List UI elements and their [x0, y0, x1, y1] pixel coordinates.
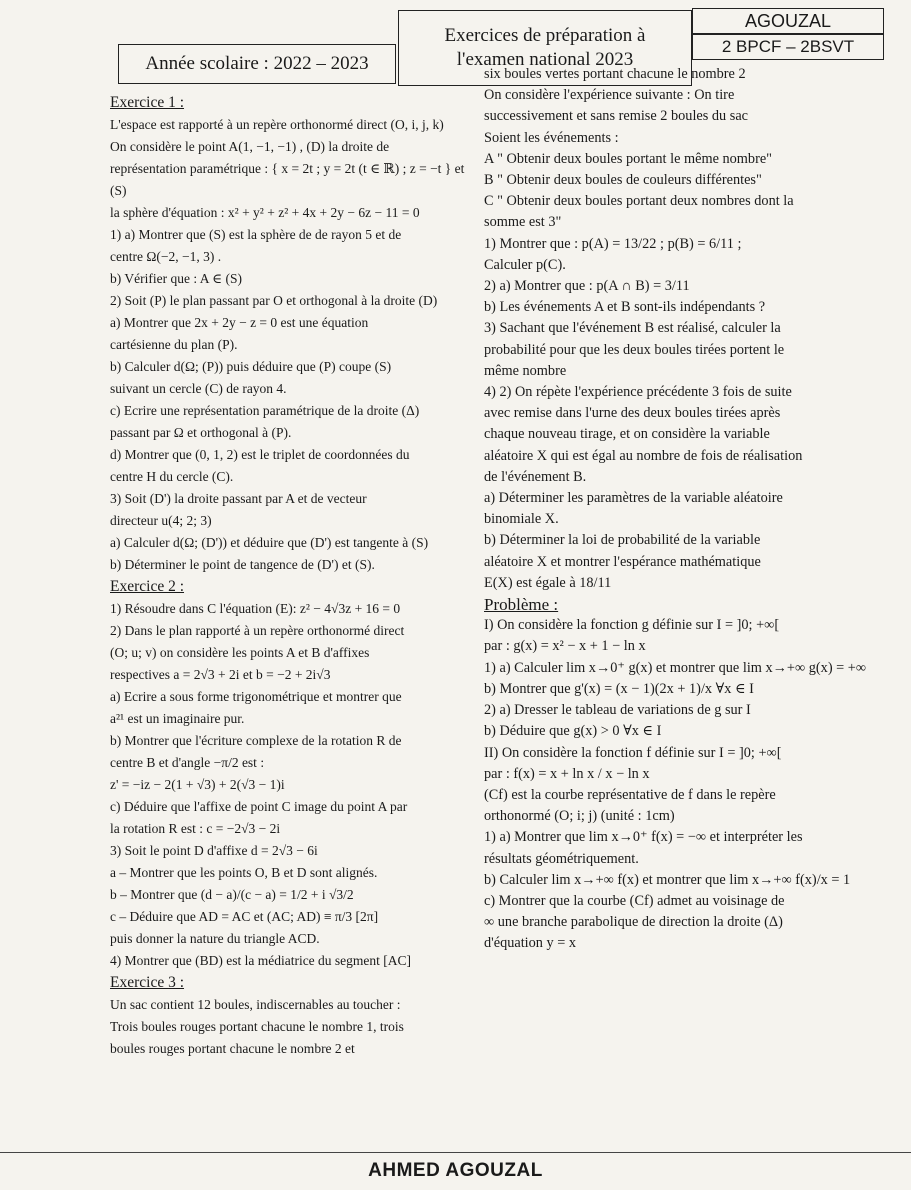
school-year: Année scolaire : 2022 – 2023 — [145, 53, 369, 74]
text-line: binomiale X. — [484, 511, 559, 528]
text-line: chaque nouveau tirage, et on considère la variable — [484, 426, 770, 443]
text-line: a) Déterminer les paramètres de la variable aléatoire — [484, 490, 783, 507]
text-line: directeur u(4; 2; 3) — [110, 513, 212, 528]
text-line: probabilité pour que les deux boules tirées portent le — [484, 341, 785, 358]
section-title: Exercice 3 : — [110, 974, 185, 991]
text-line: centre H du cercle (C). — [110, 469, 234, 484]
text-line: représentation paramétrique : { x = 2t ; y = 2t (t ∈ ℝ) ; z = −t } et (S) — [110, 161, 465, 198]
text-line: On considère l'expérience suivante : On tire — [484, 87, 735, 104]
text-line: L'espace est rapporté à un repère orthonormé direct (O, i, j, k) — [110, 117, 444, 132]
text-line: a – Montrer que les points O, B et D sont alignés. — [110, 865, 378, 880]
text-line: b) Calculer lim x→+∞ f(x) et montrer que lim x→+∞ f(x)/x = 1 — [484, 871, 851, 888]
text-line: Calculer p(C). — [484, 256, 566, 273]
author-box — [692, 8, 884, 34]
text-line: 1) Résoudre dans C l'équation (E): z² − 4√3z + 16 = 0 — [110, 601, 401, 616]
text-line: B " Obtenir deux boules de couleurs différentes" — [484, 172, 762, 189]
exam-title-line2: l'examen national 2023 — [456, 49, 634, 70]
text-line: 2) Dans le plan rapporté à un repère orthonormé direct — [110, 623, 405, 638]
section-title: Exercice 2 : — [110, 578, 185, 595]
text-line: la rotation R est : c = −2√3 − 2i — [110, 821, 281, 836]
text-line: même nombre — [484, 362, 567, 379]
text-line: (Cf) est la courbe représentative de f dans le repère — [484, 786, 776, 803]
text-line: 2) a) Dresser le tableau de variations de g sur I — [484, 702, 751, 719]
text-line: a²¹ est un imaginaire pur. — [110, 711, 245, 726]
text-line: boules rouges portant chacune le nombre 2 et — [110, 1041, 355, 1056]
text-line: On considère le point A(1, −1, −1) , (D) la droite de — [110, 139, 390, 154]
footer-rule — [0, 1152, 911, 1153]
text-line: aléatoire X et montrer l'espérance mathématique — [484, 553, 761, 570]
text-line: d'équation y = x — [484, 935, 577, 952]
text-line: 3) Soit (D') la droite passant par A et de vecteur — [110, 491, 367, 506]
text-line: centre B et d'angle −π/2 est : — [110, 755, 265, 770]
text-line: A " Obtenir deux boules portant le même nombre" — [484, 150, 773, 167]
class-level: 2 BPCF – 2BSVT — [721, 37, 855, 56]
text-line: a) Montrer que 2x + 2y − z = 0 est une équation — [110, 315, 369, 330]
text-line: c – Déduire que AD = AC et (AC; AD) ≡ π/3 [2π] — [110, 909, 379, 924]
text-line: 1) Montrer que : p(A) = 13/22 ; p(B) = 6/11 ; — [484, 235, 742, 252]
text-line: C " Obtenir deux boules portant deux nombres dont la — [484, 193, 794, 210]
level-box — [692, 34, 884, 60]
text-line: Un sac contient 12 boules, indiscernables au toucher : — [110, 997, 401, 1012]
text-line: aléatoire X qui est égal au nombre de fois de réalisation — [484, 447, 803, 464]
right-column — [484, 64, 904, 955]
text-line: 1) a) Montrer que (S) est la sphère de de rayon 5 et de — [110, 227, 402, 242]
text-line: b) Montrer que l'écriture complexe de la rotation R de — [110, 733, 402, 748]
text-line: 2) Soit (P) le plan passant par O et orthogonal à la droite (D) — [110, 293, 438, 308]
text-line: 3) Soit le point D d'affixe d = 2√3 − 6i — [110, 843, 318, 858]
text-line: passant par Ω et orthogonal à (P). — [110, 425, 292, 440]
text-line: b) Montrer que g'(x) = (x − 1)(2x + 1)/x ∀x ∈ I — [484, 680, 754, 697]
text-line: par : f(x) = x + ln x / x − ln x — [484, 765, 650, 782]
text-line: par : g(x) = x² − x + 1 − ln x — [484, 638, 646, 655]
text-line: I) On considère la fonction g définie sur I = ]0; +∞[ — [484, 617, 780, 634]
text-line: 3) Sachant que l'événement B est réalisé, calculer la — [484, 320, 781, 337]
text-line: 4) Montrer que (BD) est la médiatrice du segment [AC] — [110, 953, 412, 968]
text-line: b) Déterminer la loi de probabilité de la variable — [484, 532, 761, 549]
text-line: puis donner la nature du triangle ACD. — [110, 931, 320, 946]
text-line: suivant un cercle (C) de rayon 4. — [110, 381, 287, 396]
text-line: c) Ecrire une représentation paramétrique de la droite (Δ) — [110, 403, 420, 418]
school-year-box — [118, 44, 396, 84]
section-title: Exercice 1 : — [110, 94, 185, 111]
text-line: six boules vertes portant chacune le nombre 2 — [484, 66, 746, 82]
exam-title-line1: Exercices de préparation à — [444, 25, 646, 46]
author-name: AGOUZAL — [744, 10, 832, 31]
text-line: b) Vérifier que : A ∈ (S) — [110, 271, 242, 286]
text-line: Trois boules rouges portant chacune le nombre 1, trois — [110, 1019, 404, 1034]
text-line: c) Déduire que l'affixe de point C image du point A par — [110, 799, 408, 814]
text-line: ∞ une branche parabolique de direction la droite (Δ) — [484, 914, 783, 931]
text-line: b) Calculer d(Ω; (P)) puis déduire que (P) coupe (S) — [110, 359, 392, 374]
text-line: c) Montrer que la courbe (Cf) admet au voisinage de — [484, 892, 785, 909]
text-line: a) Calculer d(Ω; (D')) et déduire que (D') est tangente à (S) — [110, 535, 429, 550]
text-line: d) Montrer que (0, 1, 2) est le triplet de coordonnées du — [110, 447, 410, 462]
text-line: (O; u; v) on considère les points A et B d'affixes — [110, 645, 370, 660]
text-line: b) Les événements A et B sont-ils indépendants ? — [484, 299, 766, 316]
text-line: successivement et sans remise 2 boules du sac — [484, 108, 749, 125]
left-column — [110, 92, 472, 1060]
text-line: b – Montrer que (d − a)/(c − a) = 1/2 + i √3/2 — [110, 887, 354, 902]
text-line: orthonormé (O; i; j) (unité : 1cm) — [484, 808, 675, 825]
text-line: 1) a) Calculer lim x→0⁺ g(x) et montrer que lim x→+∞ g(x) = +∞ — [484, 659, 867, 676]
text-line: b) Déduire que g(x) > 0 ∀x ∈ I — [484, 723, 662, 740]
text-line: II) On considère la fonction f définie sur I = ]0; +∞[ — [484, 744, 782, 761]
text-line: avec remise dans l'urne des deux boules tirées après — [484, 405, 781, 422]
text-line: 4) 2) On répète l'expérience précédente 3 fois de suite — [484, 384, 792, 401]
text-line: 1) a) Montrer que lim x→0⁺ f(x) = −∞ et interpréter les — [484, 829, 803, 846]
text-line: 2) a) Montrer que : p(A ∩ B) = 3/11 — [484, 278, 690, 295]
text-line: a) Ecrire a sous forme trigonométrique et montrer que — [110, 689, 402, 704]
footer-author: AHMED AGOUZAL — [368, 1160, 543, 1181]
text-line: la sphère d'équation : x² + y² + z² + 4x + 2y − 6z − 11 = 0 — [110, 205, 420, 220]
text-line: respectives a = 2√3 + 2i et b = −2 + 2i√3 — [110, 667, 331, 682]
text-line: Soient les événements : — [484, 129, 619, 146]
text-line: E(X) est égale à 18/11 — [484, 574, 612, 591]
text-line: centre Ω(−2, −1, 3) . — [110, 249, 222, 264]
text-line: z' = −iz − 2(1 + √3) + 2(√3 − 1)i — [110, 777, 285, 792]
text-line: résultats géométriquement. — [484, 850, 639, 867]
text-line: somme est 3" — [484, 214, 562, 231]
section-title: Problème : — [484, 595, 559, 615]
text-line: cartésienne du plan (P). — [110, 337, 238, 352]
text-line: de l'événement B. — [484, 468, 587, 485]
text-line: b) Déterminer le point de tangence de (D') et (S). — [110, 557, 375, 572]
